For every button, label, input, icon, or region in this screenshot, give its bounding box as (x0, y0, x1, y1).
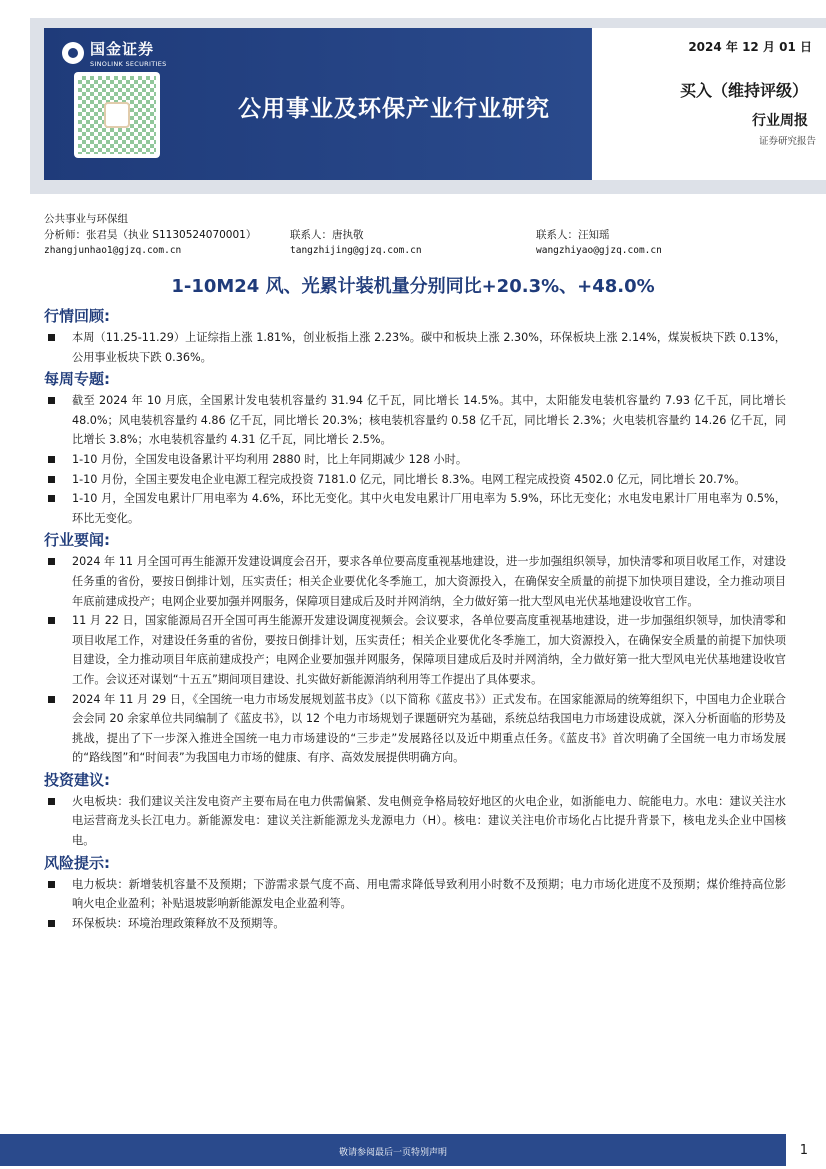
bullet-item (44, 552, 786, 611)
bullet-square-icon (44, 611, 72, 689)
bullet-text: 环保板块：环境治理政策释放不及预期等。 (72, 916, 285, 930)
rating: 买入（维持评级） (679, 81, 808, 100)
bullet-text: 火电板块：我们建议关注发电资产主要布局在电力供需偏紧、发电侧竞争格局较好地区的火电企业，如浙能电力、皖能电力。水电：建议关注水电运营商龙头长江电力。新能源发电：建议关注新能源龙头龙源电力（H）。核电：建议关注电价市场化占比提升背景下，核电龙头企业中国核电。 (72, 794, 786, 848)
analyst-email[interactable]: zhangjunhao1@gjzq.com.cn (44, 244, 182, 256)
logo-en-text: SINOLINK SECURITIES (90, 60, 167, 68)
bullet-item (44, 450, 786, 470)
section-title: 风险提示: (44, 853, 110, 872)
report-type: 行业周报 (752, 113, 808, 129)
bullet-item (44, 391, 786, 450)
qr-code-icon (74, 72, 160, 158)
bullet-square-icon (44, 470, 72, 490)
bullet-square-icon (44, 450, 72, 470)
bullet-square-icon (44, 690, 72, 768)
bullet-text: 1-10 月，全国发电累计厂用电率为 4.6%，环比无变化。其中火电发电累计厂用电率为 5.9%，环比无变化；水电发电累计厂用电率为 0.5%，环比无变化。 (72, 492, 786, 525)
bullet-square-icon (44, 792, 72, 851)
logo-cn-text: 国金证券 (90, 40, 155, 58)
bullet-item (44, 914, 786, 934)
bullet-item (44, 611, 786, 689)
bullet-square-icon (44, 391, 72, 450)
bullet-text: 截至 2024 年 10 月底，全国累计发电装机容量约 31.94 亿千瓦，同比增长 14.5%。其中，太阳能发电装机容量约 7.93 亿千瓦，同比增长 48.0%；风电装机容量约 4.86 亿千瓦，同比增长 20.3%；核电装机容量约 0.58 亿千瓦，同比增长 2.3%；火电装机容量约 14.26 亿千瓦，同比增长 3.8%；水电装机容量约 4.31 亿千瓦，同比增长 2.5%。 (72, 394, 786, 447)
footer-disclaimer: 敬请参阅最后一页特别声明 (338, 1148, 447, 1158)
industry-title: 公用事业及环保产业行业研究 (238, 96, 550, 122)
bullet-item (44, 328, 786, 367)
bullet-item (44, 690, 786, 768)
bullet-item (44, 792, 786, 851)
brand-logo (62, 38, 167, 68)
section-title: 投资建议: (44, 770, 110, 789)
contact2-email[interactable]: wangzhiyao@gjzq.com.cn (536, 244, 662, 256)
contact2-name: 联系人：汪知瑶 (536, 228, 610, 241)
analyst-name: 分析师：张君昊（执业 S1130524070001） (44, 228, 257, 241)
bullet-text: 2024 年 11 月 29 日，《全国统一电力市场发展规划蓝书皮》（以下简称《蓝皮书》）正式发布。在国家能源局的统筹组织下，中国电力企业联合会会同 20 余家单位共同编制了《蓝皮书》，以 12 个电力市场规划子课题研究为基础，系统总结我国电力市场建设成就，深入分析面临的形势及挑战，提出了下一步深入推进全国统一电力市场建设的“三步走”发展路径以及近中期重点任务。《蓝皮书》首次明确了全国统一电力市场发展的“路线图”和“时间表”为我国电力市场的健康、有序、高效发展提供明确方向。 (72, 692, 786, 765)
section-title: 每周专题: (44, 370, 110, 389)
bullet-text: 1-10 月份，全国主要发电企业电源工程完成投资 7181.0 亿元，同比增长 8.3%。电网工程完成投资 4502.0 亿元，同比增长 20.7%。 (72, 472, 746, 486)
author-info (44, 210, 784, 258)
section-title: 行业要闻: (44, 531, 110, 550)
bullet-text: 电力板块：新增装机容量不及预期；下游需求景气度不高、用电需求降低导致利用小时数不及预期；电力市场化进度不及预期；煤价维持高位影响火电企业盈利；补贴退坡影响新能源发电企业盈利等。 (72, 877, 786, 911)
bullet-text: 1-10 月份，全国发电设备累计平均利用 2880 时，比上年同期减少 128 小时。 (72, 452, 468, 466)
bullet-square-icon (44, 875, 72, 914)
contact1-name: 联系人：唐执敬 (290, 228, 364, 241)
bullet-square-icon (44, 914, 72, 934)
contact1-email[interactable]: tangzhijing@gjzq.com.cn (290, 244, 422, 256)
report-headline: 1-10M24 风、光累计装机量分别同比+20.3%、+48.0% (171, 276, 655, 297)
report-date: 2024 年 12 月 01 日 (688, 40, 812, 54)
bullet-square-icon (44, 489, 72, 528)
bullet-item (44, 489, 786, 528)
bullet-text: 本周（11.25-11.29）上证综指上涨 1.81%，创业板指上涨 2.23%。碳中和板块上涨 2.30%，环保板块上涨 2.14%，煤炭板块下跌 0.13%，公用事业板块下跌 0.36%。 (72, 331, 786, 364)
bullet-item (44, 470, 786, 490)
bullet-square-icon (44, 552, 72, 611)
report-subtitle: 证券研究报告 (758, 136, 816, 147)
logo-icon (62, 42, 84, 64)
group-name: 公共事业与环保组 (44, 212, 128, 225)
bullet-item (44, 875, 786, 914)
bullet-text: 11 月 22 日，国家能源局召开全国可再生能源开发建设调度视频会。会议要求，各单位要高度重视基地建设，进一步加强组织领导，加快清零和项目收尾工作，对建设任务重的省份，要按日倒排计划，压实责任；相关企业要优化冬季施工，加大资源投入，在确保安全质量的前提下加快项目建设，全力推动项目年底前建成投产；电网企业要加强并网服务，保障项目建成后及时并网消纳，全力做好第一批大型风电光伏基地建设收官工作。会议还对谋划“十五五”期间项目建设、扎实做好新能源消纳利用等工作提出了具体要求。 (72, 614, 786, 686)
report-body (44, 304, 786, 933)
bullet-square-icon (44, 328, 72, 367)
page-number: 1 (799, 1143, 808, 1158)
bullet-text: 2024 年 11 月全国可再生能源开发建设调度会召开，要求各单位要高度重视基地建设，进一步加强组织领导，加快清零和项目收尾工作，对建设任务重的省份，要按日倒排计划，压实责任；相关企业要优化冬季施工，加大资源投入，在确保安全质量的前提下加快项目建设，全力推动项目年底前建成投产；电网企业要加强并网服务，保障项目建成后及时并网消纳，全力做好第一批大型风电光伏基地建设收官工作。 (72, 555, 786, 608)
section-title: 行情回顾: (44, 307, 110, 325)
